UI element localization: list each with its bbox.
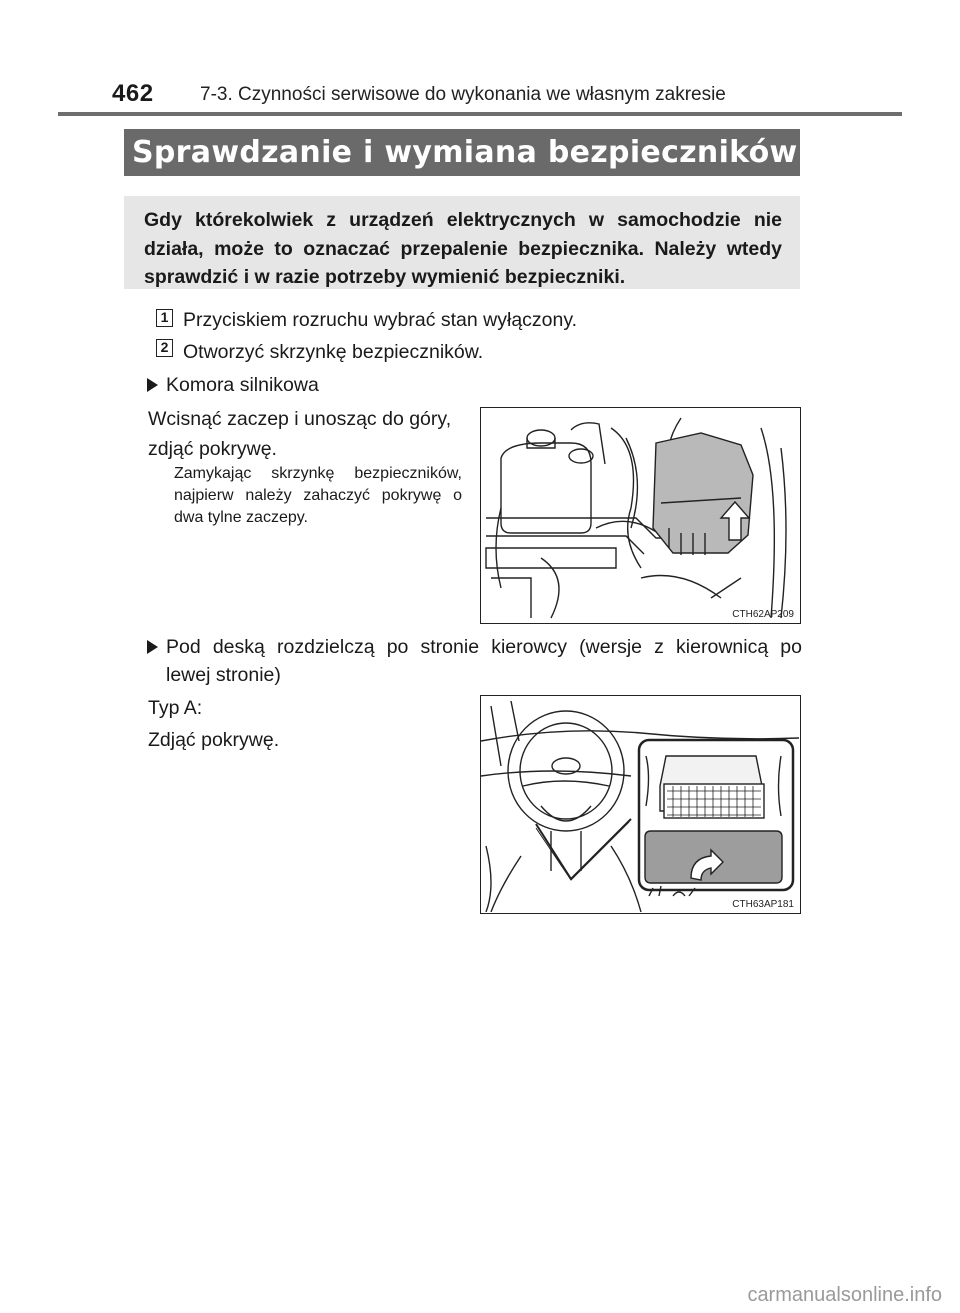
- engine-bay-illustration: [481, 408, 799, 622]
- page-title: Sprawdzanie i wymiana bezpieczników: [124, 129, 800, 176]
- page-number: 462: [112, 80, 154, 107]
- dash-heading-line1: Pod deską rozdzielczą po stronie kierowcy (wersje z kierownicą po: [166, 636, 802, 658]
- step-2-text: Otworzyć skrzynkę bezpieczników.: [183, 341, 484, 363]
- engine-note: Zamykając skrzynkę bezpieczników, najpierw należy zahaczyć pokrywę o dwa tylne zaczepy.: [174, 465, 462, 526]
- watermark: carmanualsonline.info: [747, 1284, 942, 1306]
- bullet-arrow-icon: [147, 378, 158, 392]
- header-divider: [58, 112, 902, 116]
- dash-heading-line2: lewej stronie): [166, 664, 281, 686]
- step-2-badge: 2: [156, 339, 173, 357]
- engine-instruction-line1: Wcisnąć zaczep i unosząc do góry,: [148, 408, 452, 430]
- step-1-text: Przyciskiem rozruchu wybrać stan wyłączony.: [183, 309, 578, 331]
- engine-instruction: [148, 404, 468, 464]
- dash-instruction: Zdjąć pokrywę.: [148, 729, 280, 751]
- engine-instruction-line2: zdjąć pokrywę.: [148, 438, 277, 460]
- dash-fuse-box-figure: [480, 695, 801, 914]
- dashboard-illustration: [481, 696, 799, 912]
- bullet-arrow-icon: [147, 640, 158, 654]
- intro-box: [124, 196, 800, 289]
- dash-figure-code: CTH63AP181: [732, 899, 794, 910]
- intro-text: Gdy którekolwiek z urządzeń elektrycznych w samochodzie nie działa, może to oznaczać przepalenie bezpiecznika. Należy wtedy sprawdzić i w razie potrzeby wymienić bezpieczniki.: [144, 209, 782, 288]
- engine-heading: Komora silnikowa: [166, 374, 319, 396]
- section-header: 7-3. Czynności serwisowe do wykonania we własnym zakresie: [200, 84, 726, 105]
- engine-figure-code: CTH62AP209: [732, 609, 794, 620]
- step-1-badge: 1: [156, 309, 173, 327]
- dash-type: Typ A:: [148, 697, 203, 719]
- engine-fuse-box-figure: [480, 407, 801, 624]
